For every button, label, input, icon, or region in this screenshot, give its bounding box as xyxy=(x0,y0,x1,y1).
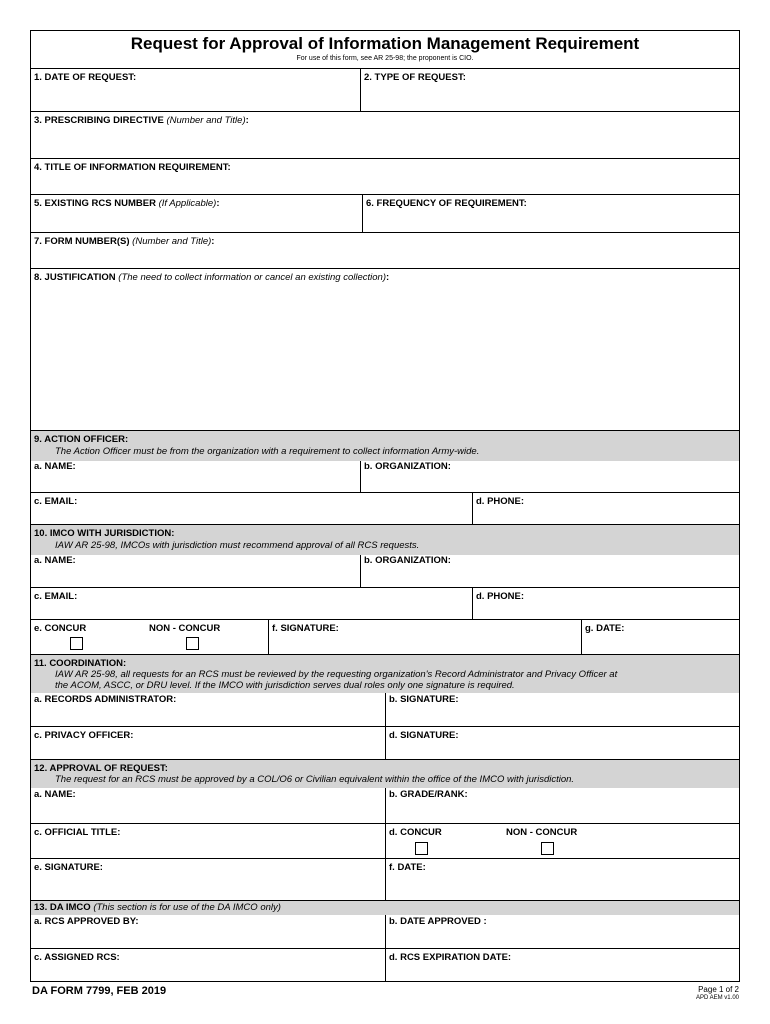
imco-phone-field[interactable] xyxy=(472,588,739,619)
rcs-approved-by-label: a. RCS APPROVED BY: xyxy=(34,916,139,927)
approver-official-title-field[interactable] xyxy=(31,824,385,858)
approver-concur-checkbox[interactable] xyxy=(415,842,428,855)
section-12-heading: 12. APPROVAL OF REQUEST: xyxy=(34,763,168,774)
records-administrator-signature-field[interactable] xyxy=(385,693,739,726)
section-11-note-line-1: IAW AR 25-98, all requests for an RCS must be reviewed by the requesting organization's Record Administrator and Privacy Officer at xyxy=(55,669,618,680)
privacy-officer-signature-label: d. SIGNATURE: xyxy=(389,730,459,741)
rcs-expiration-date-label: d. RCS EXPIRATION DATE: xyxy=(389,952,512,963)
justification-label: 8. JUSTIFICATION (The need to collect information or cancel an existing collection): xyxy=(34,272,390,283)
prescribing-directive-field[interactable] xyxy=(31,112,739,159)
privacy-officer-label: c. PRIVACY OFFICER: xyxy=(34,730,134,741)
imco-phone-label: d. PHONE: xyxy=(476,591,525,602)
imco-concur-group xyxy=(31,620,268,654)
row-12ef xyxy=(31,859,739,901)
row-9ab xyxy=(31,461,739,493)
imco-date-label: g. DATE: xyxy=(585,623,625,634)
approver-official-title-label: c. OFFICIAL TITLE: xyxy=(34,827,121,838)
approver-name-field[interactable] xyxy=(31,788,385,823)
form-number: DA FORM 7799, FEB 2019 xyxy=(32,985,167,997)
type-of-request-label: 2. TYPE OF REQUEST: xyxy=(364,72,466,83)
approver-concur-group xyxy=(385,824,739,858)
row-5-6 xyxy=(31,195,739,233)
approver-non-concur-checkbox[interactable] xyxy=(541,842,554,855)
form-subtitle: For use of this form, see AR 25-98; the proponent is CIO. xyxy=(296,55,474,62)
row-11cd xyxy=(31,727,739,760)
section-9-header xyxy=(31,431,739,461)
approver-name-label: a. NAME: xyxy=(34,789,76,800)
date-of-request-field[interactable] xyxy=(31,69,360,111)
type-of-request-field[interactable] xyxy=(360,69,739,111)
title-of-information-field[interactable] xyxy=(31,159,739,195)
form-header xyxy=(31,31,739,69)
rcs-expiration-date-field[interactable] xyxy=(385,949,739,982)
version-label: APD AEM v1.00 xyxy=(695,995,739,1001)
action-officer-organization-label: b. ORGANIZATION: xyxy=(364,461,451,472)
prescribing-directive-label: 3. PRESCRIBING DIRECTIVE (Number and Title): xyxy=(34,115,249,126)
existing-rcs-number-field[interactable] xyxy=(31,195,362,232)
action-officer-email-field[interactable] xyxy=(31,493,472,524)
imco-date-field[interactable] xyxy=(581,620,739,654)
row-10efg xyxy=(31,620,739,655)
imco-concur-checkbox[interactable] xyxy=(70,637,83,650)
justification-field[interactable] xyxy=(31,269,739,431)
section-10-note: IAW AR 25-98, IMCOs with jurisdiction must recommend approval of all RCS requests. xyxy=(55,540,420,551)
section-10-header xyxy=(31,525,739,555)
title-of-information-label: 4. TITLE OF INFORMATION REQUIREMENT: xyxy=(34,162,231,173)
section-9-note: The Action Officer must be from the organization with a requirement to collect information Army-wide. xyxy=(55,446,480,457)
imco-concur-label: e. CONCUR xyxy=(34,623,87,634)
imco-email-field[interactable] xyxy=(31,588,472,619)
approver-date-label: f. DATE: xyxy=(389,862,426,873)
imco-organization-label: b. ORGANIZATION: xyxy=(364,555,451,566)
imco-signature-label: f. SIGNATURE: xyxy=(272,623,339,634)
row-9cd xyxy=(31,493,739,525)
assigned-rcs-field[interactable] xyxy=(31,949,385,982)
action-officer-email-label: c. EMAIL: xyxy=(34,496,78,507)
date-of-request-label: 1. DATE OF REQUEST: xyxy=(34,72,137,83)
imco-name-label: a. NAME: xyxy=(34,555,76,566)
section-12-note: The request for an RCS must be approved by a COL/O6 or Civilian equivalent within the office of the IMCO with jurisdiction. xyxy=(55,774,575,785)
date-approved-label: b. DATE APPROVED : xyxy=(389,916,487,927)
row-12ab xyxy=(31,788,739,824)
section-11-note-line-2: the ACOM, ASCC, or DRU level. If the IMCO with jurisdiction serves dual roles only one signature is required. xyxy=(55,680,515,691)
section-13-header xyxy=(31,901,739,915)
section-11-header xyxy=(31,655,739,693)
form-title: Request for Approval of Information Management Requirement xyxy=(130,34,640,53)
form-frame xyxy=(30,30,740,982)
approver-signature-field[interactable] xyxy=(31,859,385,900)
date-approved-field[interactable] xyxy=(385,915,739,948)
action-officer-phone-label: d. PHONE: xyxy=(476,496,525,507)
approver-date-field[interactable] xyxy=(385,859,739,900)
imco-non-concur-label: NON - CONCUR xyxy=(149,623,221,634)
row-13ab xyxy=(31,915,739,949)
action-officer-name-field[interactable] xyxy=(31,461,360,492)
records-administrator-signature-label: b. SIGNATURE: xyxy=(389,694,459,705)
section-13-heading: 13. DA IMCO (This section is for use of the DA IMCO only) xyxy=(34,902,281,913)
page-indicator: Page 1 of 2 xyxy=(698,985,739,994)
records-administrator-label: a. RECORDS ADMINISTRATOR: xyxy=(34,694,177,705)
form-numbers-label: 7. FORM NUMBER(S) (Number and Title): xyxy=(34,236,215,247)
row-11ab xyxy=(31,693,739,727)
row-13cd xyxy=(31,949,739,982)
approver-grade-rank-field[interactable] xyxy=(385,788,739,823)
row-10ab xyxy=(31,555,739,588)
action-officer-phone-field[interactable] xyxy=(472,493,739,524)
approver-concur-label: d. CONCUR xyxy=(389,827,442,838)
imco-email-label: c. EMAIL: xyxy=(34,591,78,602)
row-10cd xyxy=(31,588,739,620)
imco-organization-field[interactable] xyxy=(360,555,739,587)
approver-signature-label: e. SIGNATURE: xyxy=(34,862,103,873)
frequency-of-requirement-label: 6. FREQUENCY OF REQUIREMENT: xyxy=(366,198,527,209)
action-officer-organization-field[interactable] xyxy=(360,461,739,492)
records-administrator-field[interactable] xyxy=(31,693,385,726)
section-10-heading: 10. IMCO WITH JURISDICTION: xyxy=(34,528,175,539)
privacy-officer-signature-field[interactable] xyxy=(385,727,739,759)
form-numbers-field[interactable] xyxy=(31,233,739,269)
privacy-officer-field[interactable] xyxy=(31,727,385,759)
rcs-approved-by-field[interactable] xyxy=(31,915,385,948)
imco-name-field[interactable] xyxy=(31,555,360,587)
section-12-header xyxy=(31,760,739,788)
frequency-of-requirement-field[interactable] xyxy=(362,195,739,232)
assigned-rcs-label: c. ASSIGNED RCS: xyxy=(34,952,120,963)
approver-grade-rank-label: b. GRADE/RANK: xyxy=(389,789,468,800)
approver-non-concur-label: NON - CONCUR xyxy=(506,827,578,838)
imco-non-concur-checkbox[interactable] xyxy=(186,637,199,650)
section-11-heading: 11. COORDINATION: xyxy=(34,658,127,669)
action-officer-name-label: a. NAME: xyxy=(34,461,76,472)
row-1-2 xyxy=(31,69,739,112)
row-12cd xyxy=(31,824,739,859)
imco-signature-field[interactable] xyxy=(268,620,581,654)
section-9-heading: 9. ACTION OFFICER: xyxy=(34,434,129,445)
existing-rcs-number-label: 5. EXISTING RCS NUMBER (If Applicable): xyxy=(34,198,220,209)
